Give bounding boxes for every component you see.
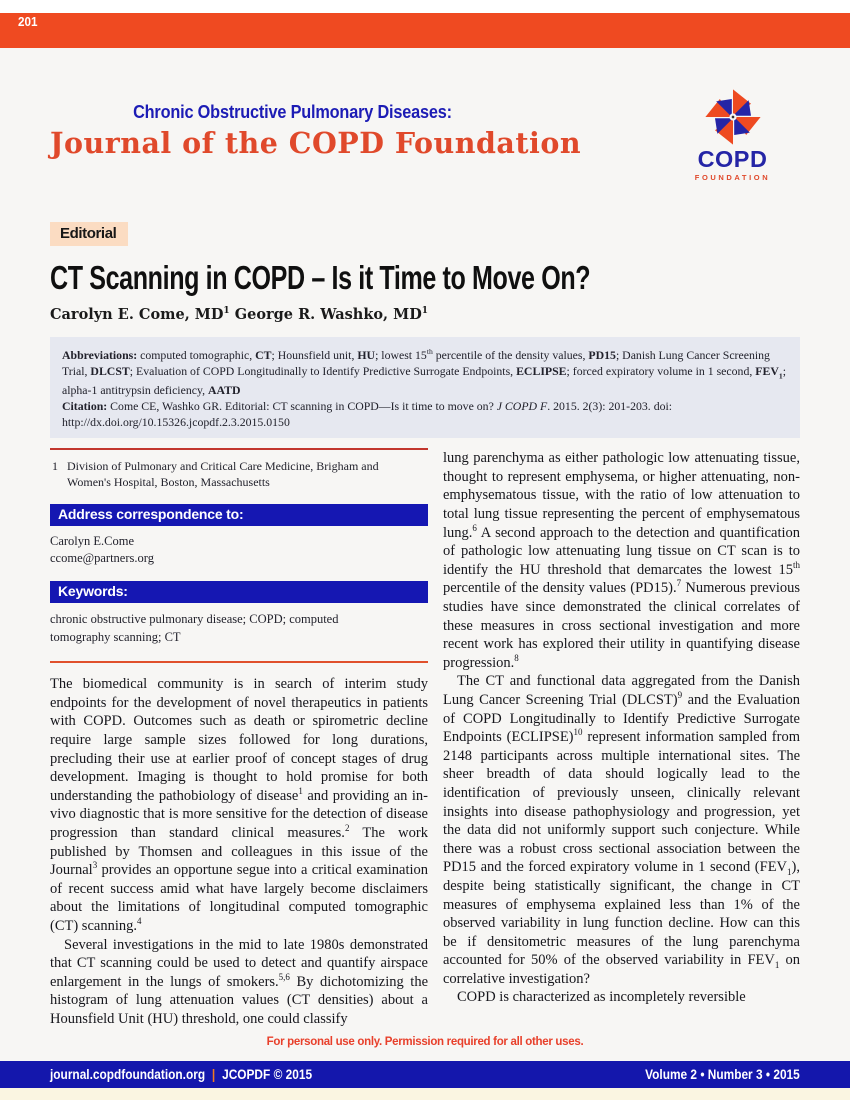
- section-label: Editorial: [50, 222, 128, 246]
- body-paragraph: The biomedical community is in search of interim study endpoints for the development of novel therapeutics in patients with COPD. Outcomes such as death or spirometric decline require large sample sizes followed for long durations, precluding their use at earlier proof of concept stages of drug development. Imaging is thought to hold promise for both understanding the pathobiology of disease$^1$ and providing an in-vivo diagnostic that is more sensitive for the detection of disease progression than standard clinical measures.$^2$ The work published by Thomsen and colleagues in this issue of the Journal$^3$ provides an opportune segue into a critical examination of recent success amid what have largely become disclaimers about the limitations of longitudinal computed tomographic (CT) scanning.$^4$: [50, 676, 428, 934]
- two-column-body: [50, 448, 800, 1028]
- page-number: 201: [18, 14, 38, 29]
- body-paragraph: The CT and functional data aggregated from the Danish Lung Cancer Screening Trial (DLCST)$^9$ and the Evaluation of COPD Longitudinally to Identify Predictive Surrogate Endpoints (ECLIPSE)$^{10}$ represent information sampled from 2148 participants across multiple international sites. The sheer breadth of data should logically lead to the identification of previously unseen, clinically relevant insights into disease pathophysiology and progression, yet the data did not uniformly support such conjecture. While there was a robust cross sectional association between the PD15 and the forced expiratory volume in 1 second $(FEV_1)$, despite being statistically significant, the change in CT measures of emphysema explained less than 1% of the observed variability in lung function decline. How can this be if densitometric measures of the lung parenchyma accounted for 50% of the observed variability in $FEV_1$ on correlative investigation?: [443, 673, 800, 987]
- left-column: [50, 448, 428, 1028]
- citation-text: Citation: Come CE, Washko GR. Editorial: CT scanning in COPD—Is it time to move on? J COPD F. 2015. 2(3): 201-203. doi: http://dx.doi.org/10.15326.jcopdf.2.3.2015.0150: [62, 399, 673, 429]
- masthead: [50, 93, 800, 182]
- abbreviations-box: [50, 337, 800, 438]
- footer-bar: [0, 1061, 850, 1088]
- pinwheel-icon: [703, 87, 763, 147]
- footer-volume-info: Volume 2 • Number 3 • 2015: [645, 1067, 800, 1082]
- body-paragraph: COPD is characterized as incompletely reversible: [457, 989, 746, 1006]
- top-white-strip: [0, 0, 850, 13]
- correspondence-email[interactable]: ccome@partners.org: [50, 551, 154, 566]
- keywords-header: Keywords:: [50, 581, 428, 603]
- right-column: [443, 448, 800, 1028]
- correspondence-header: Address correspondence to:: [50, 504, 428, 526]
- page-content: [0, 93, 850, 1029]
- footer-copyright: JCOPDF © 2015: [222, 1067, 313, 1082]
- body-paragraph: Several investigations in the mid to late 1980s demonstrated that CT scanning could be used to detect and quantify airspace enlargement in the lungs of smokers.$^{5,6}$ By dichotomizing the histogram of lung attenuation values (CT densities) about a Hounsfield Unit (HU) threshold, one could classify: [50, 936, 428, 1027]
- affiliation: [50, 458, 428, 490]
- divider-orange: [50, 661, 428, 663]
- copd-foundation-logo: [665, 87, 800, 182]
- affiliation-text: Division of Pulmonary and Critical Care Medicine, Brigham and Women's Hospital, Boston, Massachusetts: [67, 459, 379, 490]
- divider-red: [50, 448, 428, 450]
- footer-separator: |: [211, 1067, 216, 1082]
- affiliation-number: 1: [52, 459, 58, 474]
- abbreviations-text: Abbreviations: computed tomographic, CT; Hounsfield unit, HU; lowest 15th percentile of the density values, PD15; Danish Lung Cancer Screening Trial, DLCST; Evaluation of COPD Longitudinally to Identify Predictive Surrogate Endpoints, ECLIPSE; forced expiratory volume in 1 second, $FEV_1$; alpha-1 antitrypsin deficiency, AATD: [62, 347, 786, 398]
- footer-site-link[interactable]: journal.copdfoundation.org: [50, 1067, 206, 1082]
- series-title: Chronic Obstructive Pulmonary Diseases:: [133, 101, 452, 122]
- top-orange-bar: [0, 13, 850, 48]
- permission-notice: For personal use only. Permission required for all other uses.: [266, 1036, 584, 1048]
- author-line: Carolyn E. Come, $MD^1$ George R. Washko, $MD^1$: [50, 306, 429, 323]
- keywords-text: chronic obstructive pulmonary disease; COPD; computed tomography scanning; CT: [50, 612, 339, 645]
- logo-copd-text: COPD: [697, 146, 768, 172]
- logo-foundation-text: FOUNDATION: [694, 173, 771, 182]
- masthead-titles: [50, 93, 582, 160]
- journal-title: Journal of the COPD Foundation: [50, 126, 582, 160]
- correspondence-name: Carolyn E.Come: [50, 534, 135, 549]
- article-title: CT Scanning in COPD – Is it Time to Move On?: [50, 259, 591, 296]
- body-paragraph: lung parenchyma as either pathologic low attenuating tissue, thought to represent emphysema, or higher attenuating, non-emphysematous tissue, with the ratio of low attenuation to total lung tissue representing the percent of emphysematous lung.$^6$ A second approach to the detection and quantification of pathologic low attenuating lung tissue on CT scan is to identify the HU threshold that demarcates the lowest 15th percentile of the density values (PD15).$^7$ Numerous previous studies have since demonstrated the clinical correlates of these measures in cross sectional investigation and more recent work has explored their utility in quantifying disease progression.$^8$: [443, 450, 800, 671]
- footer-left: [50, 1067, 312, 1082]
- footer-cream-strip: [0, 1088, 850, 1100]
